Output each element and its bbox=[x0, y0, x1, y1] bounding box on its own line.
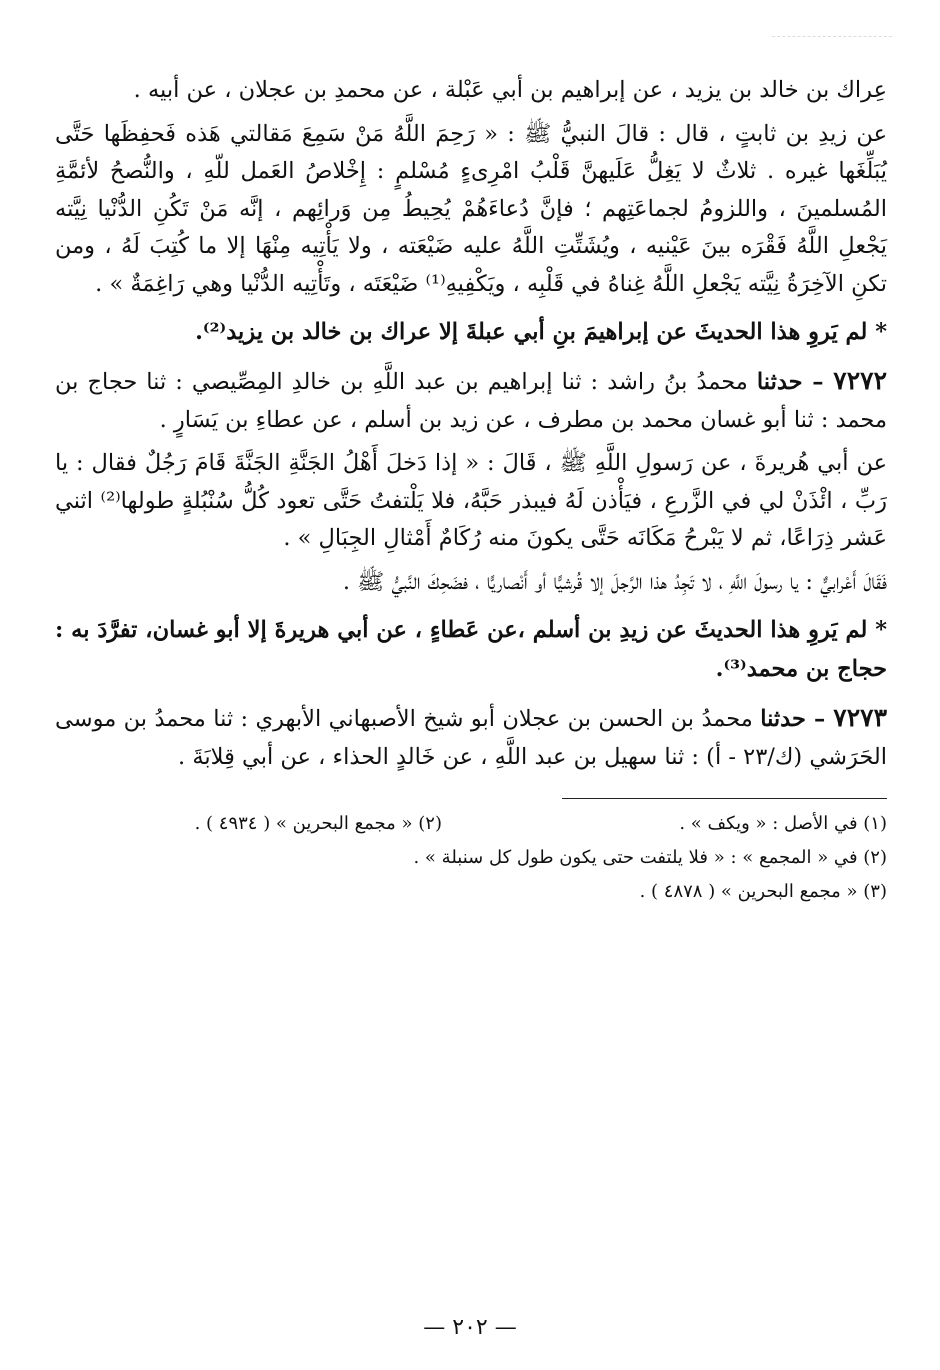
paragraph-isnad-end: عِراك بن خالد بن يزيد ، عن إبراهيم بن أبي عَبْلة ، عن محمدِ بن عجلان ، عن أبيه . bbox=[133, 77, 887, 103]
hadith-isnad: محمدُ بن الحسن بن عجلان أبو شيخ الأصبهاني الأبهري : ثنا محمدُ بن موسى الحَرَشي (ك/٢٣ - أ) : ثنا سهيل بن عبد اللَّهِ ، عن خَالدٍ الحذاء ، عن أبي قِلابَةَ . bbox=[55, 706, 887, 770]
paragraph-hadith-text: عن زيدِ بن ثابتٍ ، قال : قالَ النبيُّ ﷺ : « رَحِمَ اللَّهُ مَنْ سَمِعَ مَقالتي هَذه فَحفِظَها حَتَّى يُبَلِّغَها غيره . ثلاثٌ لا يَغِلُّ عَلَيهنَّ قَلْبُ امْرِىءٍ مُسْلمٍ : إِخْلاصُ العَمل للّهِ ، والنُّصحُ لأئمَّةِ المُسلمينَ ، واللزومُ لجماعَتِهم ؛ فإنَّ دُعاءَهُمْ يُحِيطُ مِن وَرائِهم ، إنَّه مَنْ تَكُنِ الدُّنْيا نِيَّته يَجْعلِ اللَّهُ فَقْرَه بينَ عَيْنيه ، ويُشَتِّتِ اللَّهُ عليه ضَيْعَته ، ولا يَأْتِيه مِنْهَا إلا ما كُتِبَ لَهُ ، ومن تكنِ الآخِرَةُ نِيَّته يَجْعلِ اللَّهُ غِناهُ في قَلْبِه ، ويَكْفِيهِ⁽¹⁾ ضَيْعَتَه ، وتَأْتِيه الدُّنْيا وهي رَاغِمَةٌ » . bbox=[55, 120, 887, 297]
footnote-2-source: (٢) « مجمع البحرين » ( ٤٩٣٤ ) . bbox=[194, 813, 442, 834]
page-number: — ٢٠٢ — bbox=[423, 1315, 517, 1340]
dash: – bbox=[802, 369, 834, 395]
hadith-7273 bbox=[55, 699, 887, 776]
editor-note: * لم يَروِ هذا الحديثَ عن إبراهيمَ بنِ أبي عبلةَ إلا عراك بن خالد بن يزيد⁽²⁾. bbox=[195, 319, 887, 345]
footnote-2: (٢) في « المجمع » : « فلا يلتفت حتى يكون طول كل سنبلة » . bbox=[413, 847, 887, 868]
paragraph-hadith-text: فَقَالَ أَعْرابيٌّ : يا رسولَ اللَّهِ ، لا تَجِدُ هذا الرَّجلَ إلا قُرشيًّا أو أَنْصاريًّا ، فضَحِكَ النَّبيُّ ﷺ . bbox=[342, 568, 887, 595]
hadith-number: ٧٢٧٢ bbox=[833, 366, 887, 395]
hadith-7272 bbox=[55, 362, 887, 439]
hadith-lead: حدثنا bbox=[756, 369, 803, 395]
page-body bbox=[55, 72, 887, 909]
paragraph-hadith-text: عن أبي هُريرةَ ، عن رَسولِ اللَّهِ ﷺ ، قَالَ : « إذا دَخلَ أَهْلُ الجَنَّةِ الجَنَّةَ قَامَ رَجُلٌ فقال : يا رَبِّ ، ائْذَنْ لي في الزَّرعِ ، فيَأْذن لَهُ فيبذر حَبَّهُ، فلا يَلْتفتُ حَتَّى تعود كُلُّ سُنْبُلةٍ طولها⁽²⁾ اثني عَشر ذِرَاعًا، ثم لا يَبْرحُ مَكَانَه حَتَّى يكونَ منه رُكَامٌ أَمْثالِ الجِبَالِ » . bbox=[55, 450, 887, 551]
hadith-isnad: محمدُ بنُ راشد : ثنا إبراهيم بن عبد اللَّهِ بن خالدِ المِصِّيصي : ثنا حجاج بن محمد : ثنا أبو غسان محمد بن مطرف ، عن زيد بن أسلم ، عن عطاءِ بن يَسَارٍ . bbox=[55, 369, 887, 433]
footnote-3: (٣) « مجمع البحرين » ( ٤٨٧٨ ) . bbox=[639, 881, 887, 902]
editor-note: * لم يَروِ هذا الحديثَ عن زيدِ بن أسلم ،عن عَطاءٍ ، عن أبي هريرةَ إلا أبو غسان، تفرَّدَ به : حجاج بن محمد⁽³⁾. bbox=[55, 617, 887, 682]
hadith-number: ٧٢٧٣ bbox=[833, 703, 888, 732]
footnote-1: (١) في الأصل : « ويكف » . bbox=[679, 813, 887, 834]
footnote-divider bbox=[562, 798, 887, 799]
footnote-row bbox=[55, 807, 887, 841]
hadith-lead: حدثنا bbox=[760, 706, 806, 732]
footnotes bbox=[55, 807, 887, 909]
scan-artifact bbox=[772, 36, 892, 37]
dash: – bbox=[805, 706, 834, 732]
